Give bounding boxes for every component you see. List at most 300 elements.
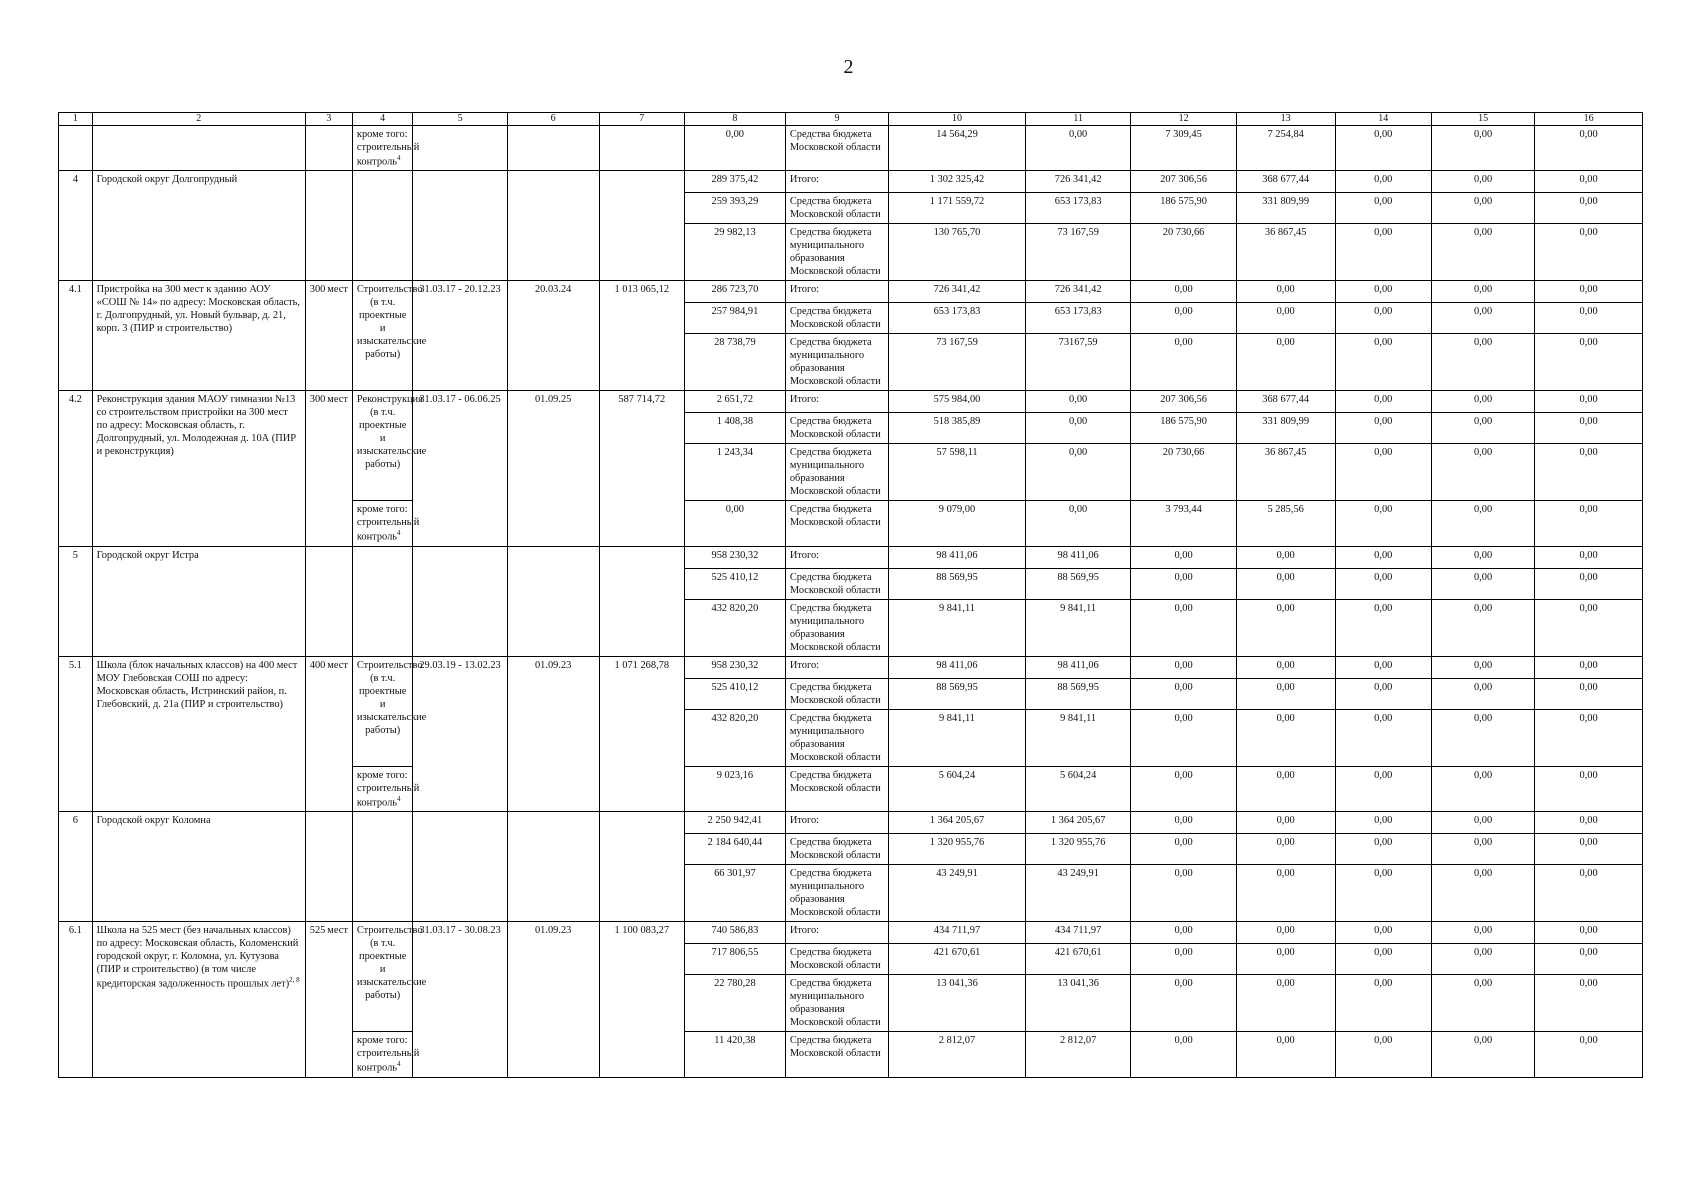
work-type: Строительство (в т.ч. проектные и изыскательские работы) xyxy=(352,922,413,1032)
value-c14: 0,00 xyxy=(1335,922,1431,944)
value-c11: 98 411,06 xyxy=(1025,546,1130,568)
value-c14: 0,00 xyxy=(1335,444,1431,501)
value-c11: 9 841,11 xyxy=(1025,599,1130,656)
value-c10: 434 711,97 xyxy=(889,922,1026,944)
object-row xyxy=(59,922,1643,944)
value-c13: 0,00 xyxy=(1236,709,1335,766)
value-c11: 0,00 xyxy=(1025,444,1130,501)
capacity-wrap xyxy=(310,659,348,672)
open-date xyxy=(507,126,599,171)
construction-control-label: кроме того: строительный контроль xyxy=(356,1035,420,1074)
district-name: Городской округ Коломна xyxy=(92,812,305,922)
work-type-empty xyxy=(413,126,507,171)
funding-source: Итого: xyxy=(785,281,888,303)
value-c12: 186 575,90 xyxy=(1131,413,1236,444)
value-c10: 9 841,11 xyxy=(889,599,1026,656)
value-c12: 0,00 xyxy=(1131,599,1236,656)
value-c14: 0,00 xyxy=(1335,546,1431,568)
value-c16: 0,00 xyxy=(1535,303,1643,334)
funding-source: Средства бюджета Московской области xyxy=(785,501,888,546)
value-c13: 36 867,45 xyxy=(1236,224,1335,281)
value-c16: 0,00 xyxy=(1535,501,1643,546)
col8-total-cost: 9 023,16 xyxy=(684,766,785,811)
value-c15: 0,00 xyxy=(1431,656,1534,678)
funding-source: Итого: xyxy=(785,391,888,413)
open-date xyxy=(507,812,599,922)
row-number: 4 xyxy=(59,171,93,281)
value-c12: 0,00 xyxy=(1131,865,1236,922)
value-c10: 130 765,70 xyxy=(889,224,1026,281)
value-c10: 518 385,89 xyxy=(889,413,1026,444)
value-c10: 726 341,42 xyxy=(889,281,1026,303)
value-c15: 0,00 xyxy=(1431,444,1534,501)
col8-total-cost: 29 982,13 xyxy=(684,224,785,281)
open-date xyxy=(507,546,599,656)
value-c13: 331 809,99 xyxy=(1236,413,1335,444)
value-c12: 0,00 xyxy=(1131,1032,1236,1077)
col8-total-cost: 525 410,12 xyxy=(684,568,785,599)
column-header-9: 9 xyxy=(785,113,888,126)
open-date xyxy=(507,171,599,281)
value-c12: 0,00 xyxy=(1131,678,1236,709)
value-c13: 0,00 xyxy=(1236,599,1335,656)
construction-control-note xyxy=(352,501,420,546)
value-c14: 0,00 xyxy=(1335,1032,1431,1077)
value-c11: 43 249,91 xyxy=(1025,865,1130,922)
value-c16: 0,00 xyxy=(1535,126,1643,171)
column-header-5: 5 xyxy=(413,113,507,126)
value-c14: 0,00 xyxy=(1335,334,1431,391)
work-type: Реконструкция (в т.ч. проектные и изыскательские работы) xyxy=(352,391,413,501)
value-c11: 0,00 xyxy=(1025,391,1130,413)
footnote-marker: 4 xyxy=(397,1060,401,1069)
value-c11: 13 041,36 xyxy=(1025,975,1130,1032)
value-c14: 0,00 xyxy=(1335,599,1431,656)
value-c16: 0,00 xyxy=(1535,171,1643,193)
value-c16: 0,00 xyxy=(1535,922,1643,944)
value-c16: 0,00 xyxy=(1535,975,1643,1032)
value-c11: 98 411,06 xyxy=(1025,656,1130,678)
open-date: 01.09.23 xyxy=(507,656,599,811)
value-c15: 0,00 xyxy=(1431,126,1534,171)
value-c12: 186 575,90 xyxy=(1131,193,1236,224)
dates: 29.03.19 - 13.02.23 xyxy=(413,656,507,811)
value-c14: 0,00 xyxy=(1335,413,1431,444)
value-c11: 1 320 955,76 xyxy=(1025,834,1130,865)
row-number xyxy=(59,126,93,171)
value-c15: 0,00 xyxy=(1431,413,1534,444)
funding-source: Средства бюджета Московской области xyxy=(785,193,888,224)
col8-total-cost: 432 820,20 xyxy=(684,709,785,766)
capacity-wrap xyxy=(310,924,348,937)
value-c13: 0,00 xyxy=(1236,656,1335,678)
value-c10: 57 598,11 xyxy=(889,444,1026,501)
value-c14: 0,00 xyxy=(1335,193,1431,224)
value-c16: 0,00 xyxy=(1535,568,1643,599)
budget-table-sheet xyxy=(58,112,1643,1078)
value-c14: 0,00 xyxy=(1335,812,1431,834)
funding-source: Средства бюджета муниципального образования Московской области xyxy=(785,709,888,766)
budget-table xyxy=(58,112,1643,1078)
value-c13: 0,00 xyxy=(1236,812,1335,834)
dates xyxy=(413,812,507,922)
district-name: Городской округ Долгопрудный xyxy=(92,171,305,281)
construction-control-note xyxy=(352,1032,420,1077)
column-number-header xyxy=(59,113,1643,126)
value-c11: 1 364 205,67 xyxy=(1025,812,1130,834)
row-number: 6 xyxy=(59,812,93,922)
column-header-15: 15 xyxy=(1431,113,1534,126)
value-c15: 0,00 xyxy=(1431,975,1534,1032)
funding-source: Средства бюджета Московской области xyxy=(785,834,888,865)
row-number: 5.1 xyxy=(59,656,93,811)
value-c14: 0,00 xyxy=(1335,303,1431,334)
capacity-value: 525 xyxy=(309,925,326,937)
funding-source: Средства бюджета Московской области xyxy=(785,126,888,171)
value-c11: 434 711,97 xyxy=(1025,922,1130,944)
column-header-2: 2 xyxy=(92,113,305,126)
value-c15: 0,00 xyxy=(1431,834,1534,865)
column-header-14: 14 xyxy=(1335,113,1431,126)
object-name-text: Пристройка на 300 мест к зданию АОУ «СОШ № 14» по адресу: Московская область, г. Долгопрудный, ул. Новый бульвар, д. 21, корп. 3 (ПИР и строительство) xyxy=(96,284,300,335)
footnote-marker: 4 xyxy=(397,794,401,803)
capacity xyxy=(305,656,352,811)
cost xyxy=(599,126,684,171)
row-number: 4.1 xyxy=(59,281,93,391)
capacity xyxy=(305,126,352,171)
object-name xyxy=(92,126,305,171)
funding-source: Средства бюджета муниципального образования Московской области xyxy=(785,865,888,922)
table-row xyxy=(59,126,1643,171)
value-c14: 0,00 xyxy=(1335,171,1431,193)
value-c15: 0,00 xyxy=(1431,171,1534,193)
object-name xyxy=(92,922,305,1077)
footnote-marker: 4 xyxy=(397,154,401,162)
value-c10: 9 841,11 xyxy=(889,709,1026,766)
value-c12: 0,00 xyxy=(1131,834,1236,865)
dates: 31.03.17 - 30.08.23 xyxy=(413,922,507,1077)
col8-total-cost: 2 651,72 xyxy=(684,391,785,413)
value-c15: 0,00 xyxy=(1431,193,1534,224)
value-c12: 0,00 xyxy=(1131,303,1236,334)
value-c12: 0,00 xyxy=(1131,546,1236,568)
work-type xyxy=(352,171,413,281)
value-c11: 653 173,83 xyxy=(1025,193,1130,224)
value-c13: 0,00 xyxy=(1236,303,1335,334)
value-c13: 0,00 xyxy=(1236,865,1335,922)
value-c10: 88 569,95 xyxy=(889,568,1026,599)
object-name-text: Школа на 525 мест (без начальных классов) по адресу: Московская область, Коломенский городской округ, г. Коломна, ул. Кутузова (ПИР и строительство) (в том числе кредиторская задолженность прошлых лет) xyxy=(96,925,299,990)
value-c15: 0,00 xyxy=(1431,568,1534,599)
cost: 1 013 065,12 xyxy=(599,281,684,391)
cost: 1 100 083,27 xyxy=(599,922,684,1077)
value-c13: 36 867,45 xyxy=(1236,444,1335,501)
value-c13: 368 677,44 xyxy=(1236,171,1335,193)
dates: 31.03.17 - 20.12.23 xyxy=(413,281,507,391)
value-c10: 98 411,06 xyxy=(889,656,1026,678)
value-c12: 0,00 xyxy=(1131,812,1236,834)
value-c10: 1 171 559,72 xyxy=(889,193,1026,224)
col8-total-cost: 432 820,20 xyxy=(684,599,785,656)
value-c15: 0,00 xyxy=(1431,812,1534,834)
value-c16: 0,00 xyxy=(1535,546,1643,568)
object-name-text: Реконструкция здания МАОУ гимназии №13 со строительством пристройки на 300 мест по адресу: Московская область, г. Долгопрудный, ул. Молодежная д. 10А (ПИР и реконструкция) xyxy=(96,394,296,458)
value-c12: 0,00 xyxy=(1131,568,1236,599)
col8-total-cost: 0,00 xyxy=(684,501,785,546)
value-c14: 0,00 xyxy=(1335,975,1431,1032)
value-c13: 0,00 xyxy=(1236,944,1335,975)
value-c16: 0,00 xyxy=(1535,599,1643,656)
value-c16: 0,00 xyxy=(1535,413,1643,444)
construction-control-label: кроме того: строительный контроль xyxy=(356,769,420,809)
object-name xyxy=(92,281,305,391)
value-c13: 0,00 xyxy=(1236,568,1335,599)
cost xyxy=(599,171,684,281)
capacity xyxy=(305,281,352,391)
value-c15: 0,00 xyxy=(1431,865,1534,922)
capacity-value: 300 xyxy=(309,284,326,296)
value-c14: 0,00 xyxy=(1335,126,1431,171)
value-c15: 0,00 xyxy=(1431,334,1534,391)
value-c14: 0,00 xyxy=(1335,865,1431,922)
dates xyxy=(413,171,507,281)
value-c11: 88 569,95 xyxy=(1025,568,1130,599)
capacity xyxy=(305,171,352,281)
value-c12: 3 793,44 xyxy=(1131,501,1236,546)
column-header-7: 7 xyxy=(599,113,684,126)
value-c10: 1 302 325,42 xyxy=(889,171,1026,193)
value-c16: 0,00 xyxy=(1535,678,1643,709)
district-row xyxy=(59,812,1643,834)
capacity-unit: мест xyxy=(327,925,348,937)
value-c10: 73 167,59 xyxy=(889,334,1026,391)
value-c14: 0,00 xyxy=(1335,678,1431,709)
district-row xyxy=(59,171,1643,193)
capacity xyxy=(305,812,352,922)
value-c15: 0,00 xyxy=(1431,546,1534,568)
capacity-unit: мест xyxy=(327,394,348,406)
value-c11: 0,00 xyxy=(1025,413,1130,444)
col8-total-cost: 286 723,70 xyxy=(684,281,785,303)
value-c13: 0,00 xyxy=(1236,834,1335,865)
row-number: 5 xyxy=(59,546,93,656)
cost xyxy=(599,812,684,922)
value-c11: 421 670,61 xyxy=(1025,944,1130,975)
capacity-unit: мест xyxy=(327,659,348,671)
value-c12: 0,00 xyxy=(1131,281,1236,303)
value-c13: 0,00 xyxy=(1236,546,1335,568)
funding-source: Итого: xyxy=(785,546,888,568)
object-name xyxy=(92,391,305,546)
value-c13: 331 809,99 xyxy=(1236,193,1335,224)
funding-source: Средства бюджета муниципального образования Московской области xyxy=(785,444,888,501)
funding-source: Средства бюджета муниципального образования Московской области xyxy=(785,599,888,656)
funding-source: Средства бюджета Московской области xyxy=(785,568,888,599)
col8-total-cost: 11 420,38 xyxy=(684,1032,785,1077)
construction-control-note xyxy=(352,126,420,171)
col8-total-cost: 289 375,42 xyxy=(684,171,785,193)
column-header-8: 8 xyxy=(684,113,785,126)
cost xyxy=(599,546,684,656)
funding-source: Средства бюджета Московской области xyxy=(785,944,888,975)
object-row xyxy=(59,391,1643,413)
work-type: Строительство (в т.ч. проектные и изыскательские работы) xyxy=(352,656,413,766)
table-body xyxy=(59,126,1643,1078)
value-c15: 0,00 xyxy=(1431,391,1534,413)
value-c14: 0,00 xyxy=(1335,944,1431,975)
value-c14: 0,00 xyxy=(1335,501,1431,546)
capacity-wrap xyxy=(310,393,348,406)
value-c13: 0,00 xyxy=(1236,922,1335,944)
open-date: 20.03.24 xyxy=(507,281,599,391)
value-c12: 0,00 xyxy=(1131,766,1236,811)
value-c10: 98 411,06 xyxy=(889,546,1026,568)
value-c11: 726 341,42 xyxy=(1025,281,1130,303)
value-c14: 0,00 xyxy=(1335,656,1431,678)
capacity xyxy=(305,546,352,656)
value-c12: 207 306,56 xyxy=(1131,391,1236,413)
value-c16: 0,00 xyxy=(1535,334,1643,391)
construction-control-label: кроме того: строительный контроль xyxy=(356,129,420,168)
col8-total-cost: 66 301,97 xyxy=(684,865,785,922)
value-c16: 0,00 xyxy=(1535,281,1643,303)
row-number: 4.2 xyxy=(59,391,93,546)
value-c12: 20 730,66 xyxy=(1131,224,1236,281)
value-c10: 2 812,07 xyxy=(889,1032,1026,1077)
value-c10: 14 564,29 xyxy=(889,126,1026,171)
col8-total-cost: 2 184 640,44 xyxy=(684,834,785,865)
column-header-3: 3 xyxy=(305,113,352,126)
capacity-unit: мест xyxy=(327,284,348,296)
column-header-11: 11 xyxy=(1025,113,1130,126)
value-c14: 0,00 xyxy=(1335,709,1431,766)
funding-source: Средства бюджета Московской области xyxy=(785,766,888,811)
value-c15: 0,00 xyxy=(1431,922,1534,944)
value-c12: 0,00 xyxy=(1131,944,1236,975)
value-c13: 0,00 xyxy=(1236,1032,1335,1077)
object-name-text: Школа (блок начальных классов) на 400 мест МОУ Глебовская СОШ по адресу: Московская область, Истринский район, п. Глебовский, д. 21а (ПИР и строительство) xyxy=(96,659,298,710)
value-c12: 0,00 xyxy=(1131,922,1236,944)
col8-total-cost: 2 250 942,41 xyxy=(684,812,785,834)
value-c11: 5 604,24 xyxy=(1025,766,1130,811)
value-c15: 0,00 xyxy=(1431,501,1534,546)
funding-source: Итого: xyxy=(785,812,888,834)
dates: 31.03.17 - 06.06.25 xyxy=(413,391,507,546)
value-c14: 0,00 xyxy=(1335,766,1431,811)
value-c16: 0,00 xyxy=(1535,656,1643,678)
value-c16: 0,00 xyxy=(1535,193,1643,224)
value-c12: 0,00 xyxy=(1131,656,1236,678)
funding-source: Средства бюджета муниципального образования Московской области xyxy=(785,975,888,1032)
capacity-wrap xyxy=(310,283,348,296)
value-c15: 0,00 xyxy=(1431,678,1534,709)
value-c10: 1 364 205,67 xyxy=(889,812,1026,834)
value-c15: 0,00 xyxy=(1431,1032,1534,1077)
value-c10: 575 984,00 xyxy=(889,391,1026,413)
value-c15: 0,00 xyxy=(1431,599,1534,656)
page-number: 2 xyxy=(843,56,854,78)
funding-source: Средства бюджета Московской области xyxy=(785,413,888,444)
value-c15: 0,00 xyxy=(1431,281,1534,303)
column-header-16: 16 xyxy=(1535,113,1643,126)
construction-control-label: кроме того: строительный контроль xyxy=(356,504,420,543)
construction-control-note xyxy=(352,766,420,811)
value-c16: 0,00 xyxy=(1535,1032,1643,1077)
funding-source: Средства бюджета муниципального образования Московской области xyxy=(785,224,888,281)
capacity xyxy=(305,391,352,546)
work-type: Строительство (в т.ч. проектные и изыскательские работы) xyxy=(352,281,413,391)
funding-source: Итого: xyxy=(785,922,888,944)
row-number: 6.1 xyxy=(59,922,93,1077)
value-c13: 0,00 xyxy=(1236,766,1335,811)
value-c11: 73167,59 xyxy=(1025,334,1130,391)
value-c13: 0,00 xyxy=(1236,281,1335,303)
cost: 1 071 268,78 xyxy=(599,656,684,811)
value-c16: 0,00 xyxy=(1535,865,1643,922)
value-c12: 7 309,45 xyxy=(1131,126,1236,171)
col8-total-cost: 257 984,91 xyxy=(684,303,785,334)
value-c11: 0,00 xyxy=(1025,501,1130,546)
district-row xyxy=(59,546,1643,568)
dates xyxy=(413,546,507,656)
object-name xyxy=(92,656,305,811)
funding-source: Средства бюджета Московской области xyxy=(785,678,888,709)
value-c13: 0,00 xyxy=(1236,334,1335,391)
value-c15: 0,00 xyxy=(1431,766,1534,811)
col8-total-cost: 958 230,32 xyxy=(684,546,785,568)
funding-source: Средства бюджета Московской области xyxy=(785,303,888,334)
value-c12: 207 306,56 xyxy=(1131,171,1236,193)
capacity xyxy=(305,922,352,1077)
col8-total-cost: 740 586,83 xyxy=(684,922,785,944)
value-c16: 0,00 xyxy=(1535,709,1643,766)
value-c13: 5 285,56 xyxy=(1236,501,1335,546)
open-date: 01.09.25 xyxy=(507,391,599,546)
column-header-4: 4 xyxy=(352,113,413,126)
col8-total-cost: 22 780,28 xyxy=(684,975,785,1032)
object-row xyxy=(59,281,1643,303)
work-type xyxy=(352,546,413,656)
value-c10: 653 173,83 xyxy=(889,303,1026,334)
value-c15: 0,00 xyxy=(1431,303,1534,334)
value-c16: 0,00 xyxy=(1535,944,1643,975)
col8-total-cost: 0,00 xyxy=(684,126,785,171)
object-row xyxy=(59,656,1643,678)
footnote-marker: 4 xyxy=(397,529,401,538)
col8-total-cost: 1 408,38 xyxy=(684,413,785,444)
value-c16: 0,00 xyxy=(1535,391,1643,413)
value-c15: 0,00 xyxy=(1431,224,1534,281)
value-c16: 0,00 xyxy=(1535,444,1643,501)
value-c16: 0,00 xyxy=(1535,224,1643,281)
value-c11: 726 341,42 xyxy=(1025,171,1130,193)
col8-total-cost: 958 230,32 xyxy=(684,656,785,678)
column-header-13: 13 xyxy=(1236,113,1335,126)
work-type xyxy=(352,812,413,922)
value-c13: 0,00 xyxy=(1236,678,1335,709)
value-c12: 20 730,66 xyxy=(1131,444,1236,501)
value-c16: 0,00 xyxy=(1535,834,1643,865)
value-c11: 88 569,95 xyxy=(1025,678,1130,709)
value-c10: 5 604,24 xyxy=(889,766,1026,811)
district-name: Городской округ Истра xyxy=(92,546,305,656)
value-c10: 88 569,95 xyxy=(889,678,1026,709)
column-header-1: 1 xyxy=(59,113,93,126)
column-header-10: 10 xyxy=(889,113,1026,126)
value-c16: 0,00 xyxy=(1535,812,1643,834)
col8-total-cost: 28 738,79 xyxy=(684,334,785,391)
col8-total-cost: 1 243,34 xyxy=(684,444,785,501)
